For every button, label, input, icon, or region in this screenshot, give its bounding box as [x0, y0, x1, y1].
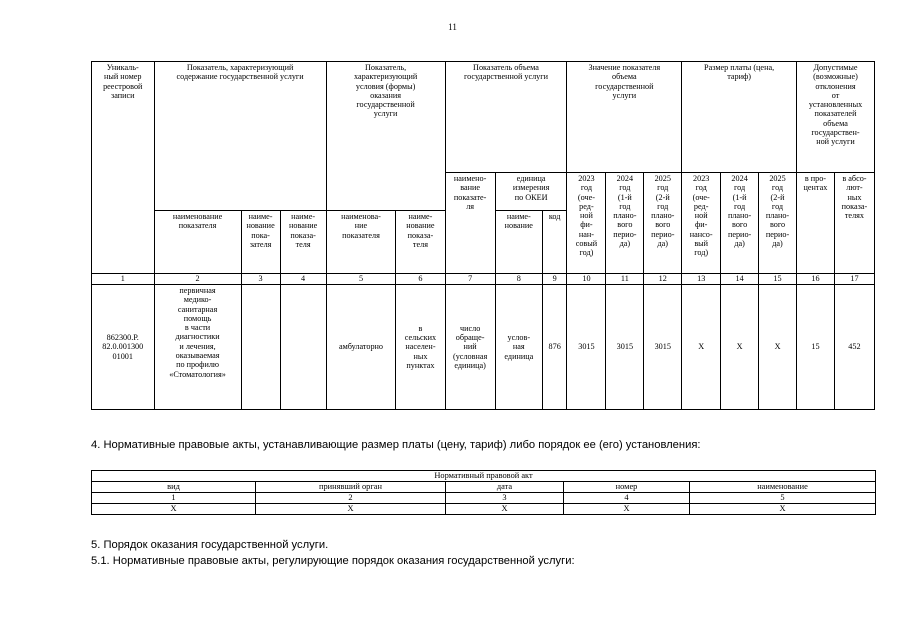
header-indicator-name-3: наиме- нование показа- теля — [280, 211, 326, 274]
unit-code: 876 — [542, 285, 567, 410]
fee-2023: Х — [682, 285, 721, 410]
column-number: 16 — [796, 274, 834, 285]
column-number: 9 — [542, 274, 567, 285]
unit-name: услов- ная единица — [495, 285, 542, 410]
volume-2023: 3015 — [567, 285, 606, 410]
section-5-1-heading: 5.1. Нормативные правовые акты, регулирующие порядок оказания государственной услуги: — [91, 555, 575, 567]
fee-2025: Х — [759, 285, 797, 410]
fee-2024: Х — [721, 285, 759, 410]
header-year-2024: 2024 год (1-й год плано- вого перио- да) — [606, 173, 644, 274]
act-type: Х — [92, 504, 256, 515]
header-number: номер — [564, 482, 690, 493]
column-number: 12 — [644, 274, 682, 285]
header-fee-2024: 2024 год (1-й год плано- вого перио- да) — [721, 173, 759, 274]
volume-2025: 3015 — [644, 285, 682, 410]
legal-acts-table — [91, 470, 876, 515]
service-location: в сельских населен- ных пунктах — [396, 285, 445, 410]
header-condition-indicator: Показатель, характеризующий условия (формы) оказания государственной услуги — [326, 62, 445, 211]
header-fee: Размер платы (цена, тариф) — [682, 62, 797, 173]
service-form: амбулаторно — [326, 285, 396, 410]
header-unit-name: наиме- нование — [495, 211, 542, 274]
section-4-heading: 4. Нормативные правовые акты, устанавливающие размер платы (цену, тариф) либо порядок ее (его) установления: — [91, 439, 701, 451]
column-number: 10 — [567, 274, 606, 285]
header-deviation-absolute: в абсо- лют- ных показа- телях — [834, 173, 874, 274]
service-content: первичная медико- санитарная помощь в части диагностики и лечения, оказываемая по профилю «Стоматология» — [154, 285, 241, 410]
header-date: дата — [446, 482, 564, 493]
header-registry-number: Уникаль- ный номер реестровой записи — [92, 62, 155, 274]
column-number: 1 — [92, 493, 256, 504]
column-number: 4 — [280, 274, 326, 285]
service-volume-table — [91, 61, 875, 410]
header-okei-unit: единица измерения по ОКЕИ — [495, 173, 567, 211]
deviation-absolute: 452 — [834, 285, 874, 410]
column-number: 6 — [396, 274, 445, 285]
column-number: 14 — [721, 274, 759, 285]
header-indicator-name-4: наименова- ние показателя — [326, 211, 396, 274]
header-indicator-name-5: наиме- нование показа- теля — [396, 211, 445, 274]
content-indicator-2 — [241, 285, 280, 410]
header-unit-code: код — [542, 211, 567, 274]
act-issuing-body: Х — [256, 504, 446, 515]
column-number: 2 — [256, 493, 446, 504]
page-number: 11 — [448, 22, 457, 32]
volume-indicator-name: число обраще- ний (условная единица) — [445, 285, 495, 410]
column-number: 11 — [606, 274, 644, 285]
registry-number: 862300.Р. 82.0.001300 01001 — [92, 285, 155, 410]
header-deviation-percent: в про- центах — [796, 173, 834, 274]
header-volume-value: Значение показателя объема государственной услуги — [567, 62, 682, 173]
column-number: 1 — [92, 274, 155, 285]
column-number: 15 — [759, 274, 797, 285]
column-number: 17 — [834, 274, 874, 285]
header-indicator-name-2: наиме- нование пока- зателя — [241, 211, 280, 274]
column-number: 13 — [682, 274, 721, 285]
header-deviation: Допустимые (возможные) отклонения от установленных показателей объема государствен- ной услуги — [796, 62, 874, 173]
header-fee-2025: 2025 год (2-й год плано- вого перио- да) — [759, 173, 797, 274]
column-number: 8 — [495, 274, 542, 285]
content-indicator-3 — [280, 285, 326, 410]
deviation-percent: 15 — [796, 285, 834, 410]
header-content-indicator: Показатель, характеризующий содержание государственной услуги — [154, 62, 326, 211]
column-number: 7 — [445, 274, 495, 285]
header-indicator-name-1: наименование показателя — [154, 211, 241, 274]
column-number: 3 — [446, 493, 564, 504]
column-number: 3 — [241, 274, 280, 285]
act-date: Х — [446, 504, 564, 515]
column-number: 2 — [154, 274, 241, 285]
column-number: 5 — [690, 493, 876, 504]
column-number: 4 — [564, 493, 690, 504]
header-volume-name: наимено- вание показате- ля — [445, 173, 495, 274]
header-year-2023: 2023 год (оче- ред- ной фи- нан- совый год) — [567, 173, 606, 274]
header-issuing-body: принявший орган — [256, 482, 446, 493]
header-volume-indicator: Показатель объема государственной услуги — [445, 62, 567, 173]
header-year-2025: 2025 год (2-й год плано- вого перио- да) — [644, 173, 682, 274]
legal-act-title: Нормативный правовой акт — [92, 471, 876, 482]
section-5-heading: 5. Порядок оказания государственной услуги. — [91, 539, 329, 551]
volume-2024: 3015 — [606, 285, 644, 410]
header-type: вид — [92, 482, 256, 493]
header-name: наименование — [690, 482, 876, 493]
act-number: Х — [564, 504, 690, 515]
header-fee-2023: 2023 год (оче- ред- ной фи- нансо- вый год) — [682, 173, 721, 274]
act-name: Х — [690, 504, 876, 515]
column-number: 5 — [326, 274, 396, 285]
